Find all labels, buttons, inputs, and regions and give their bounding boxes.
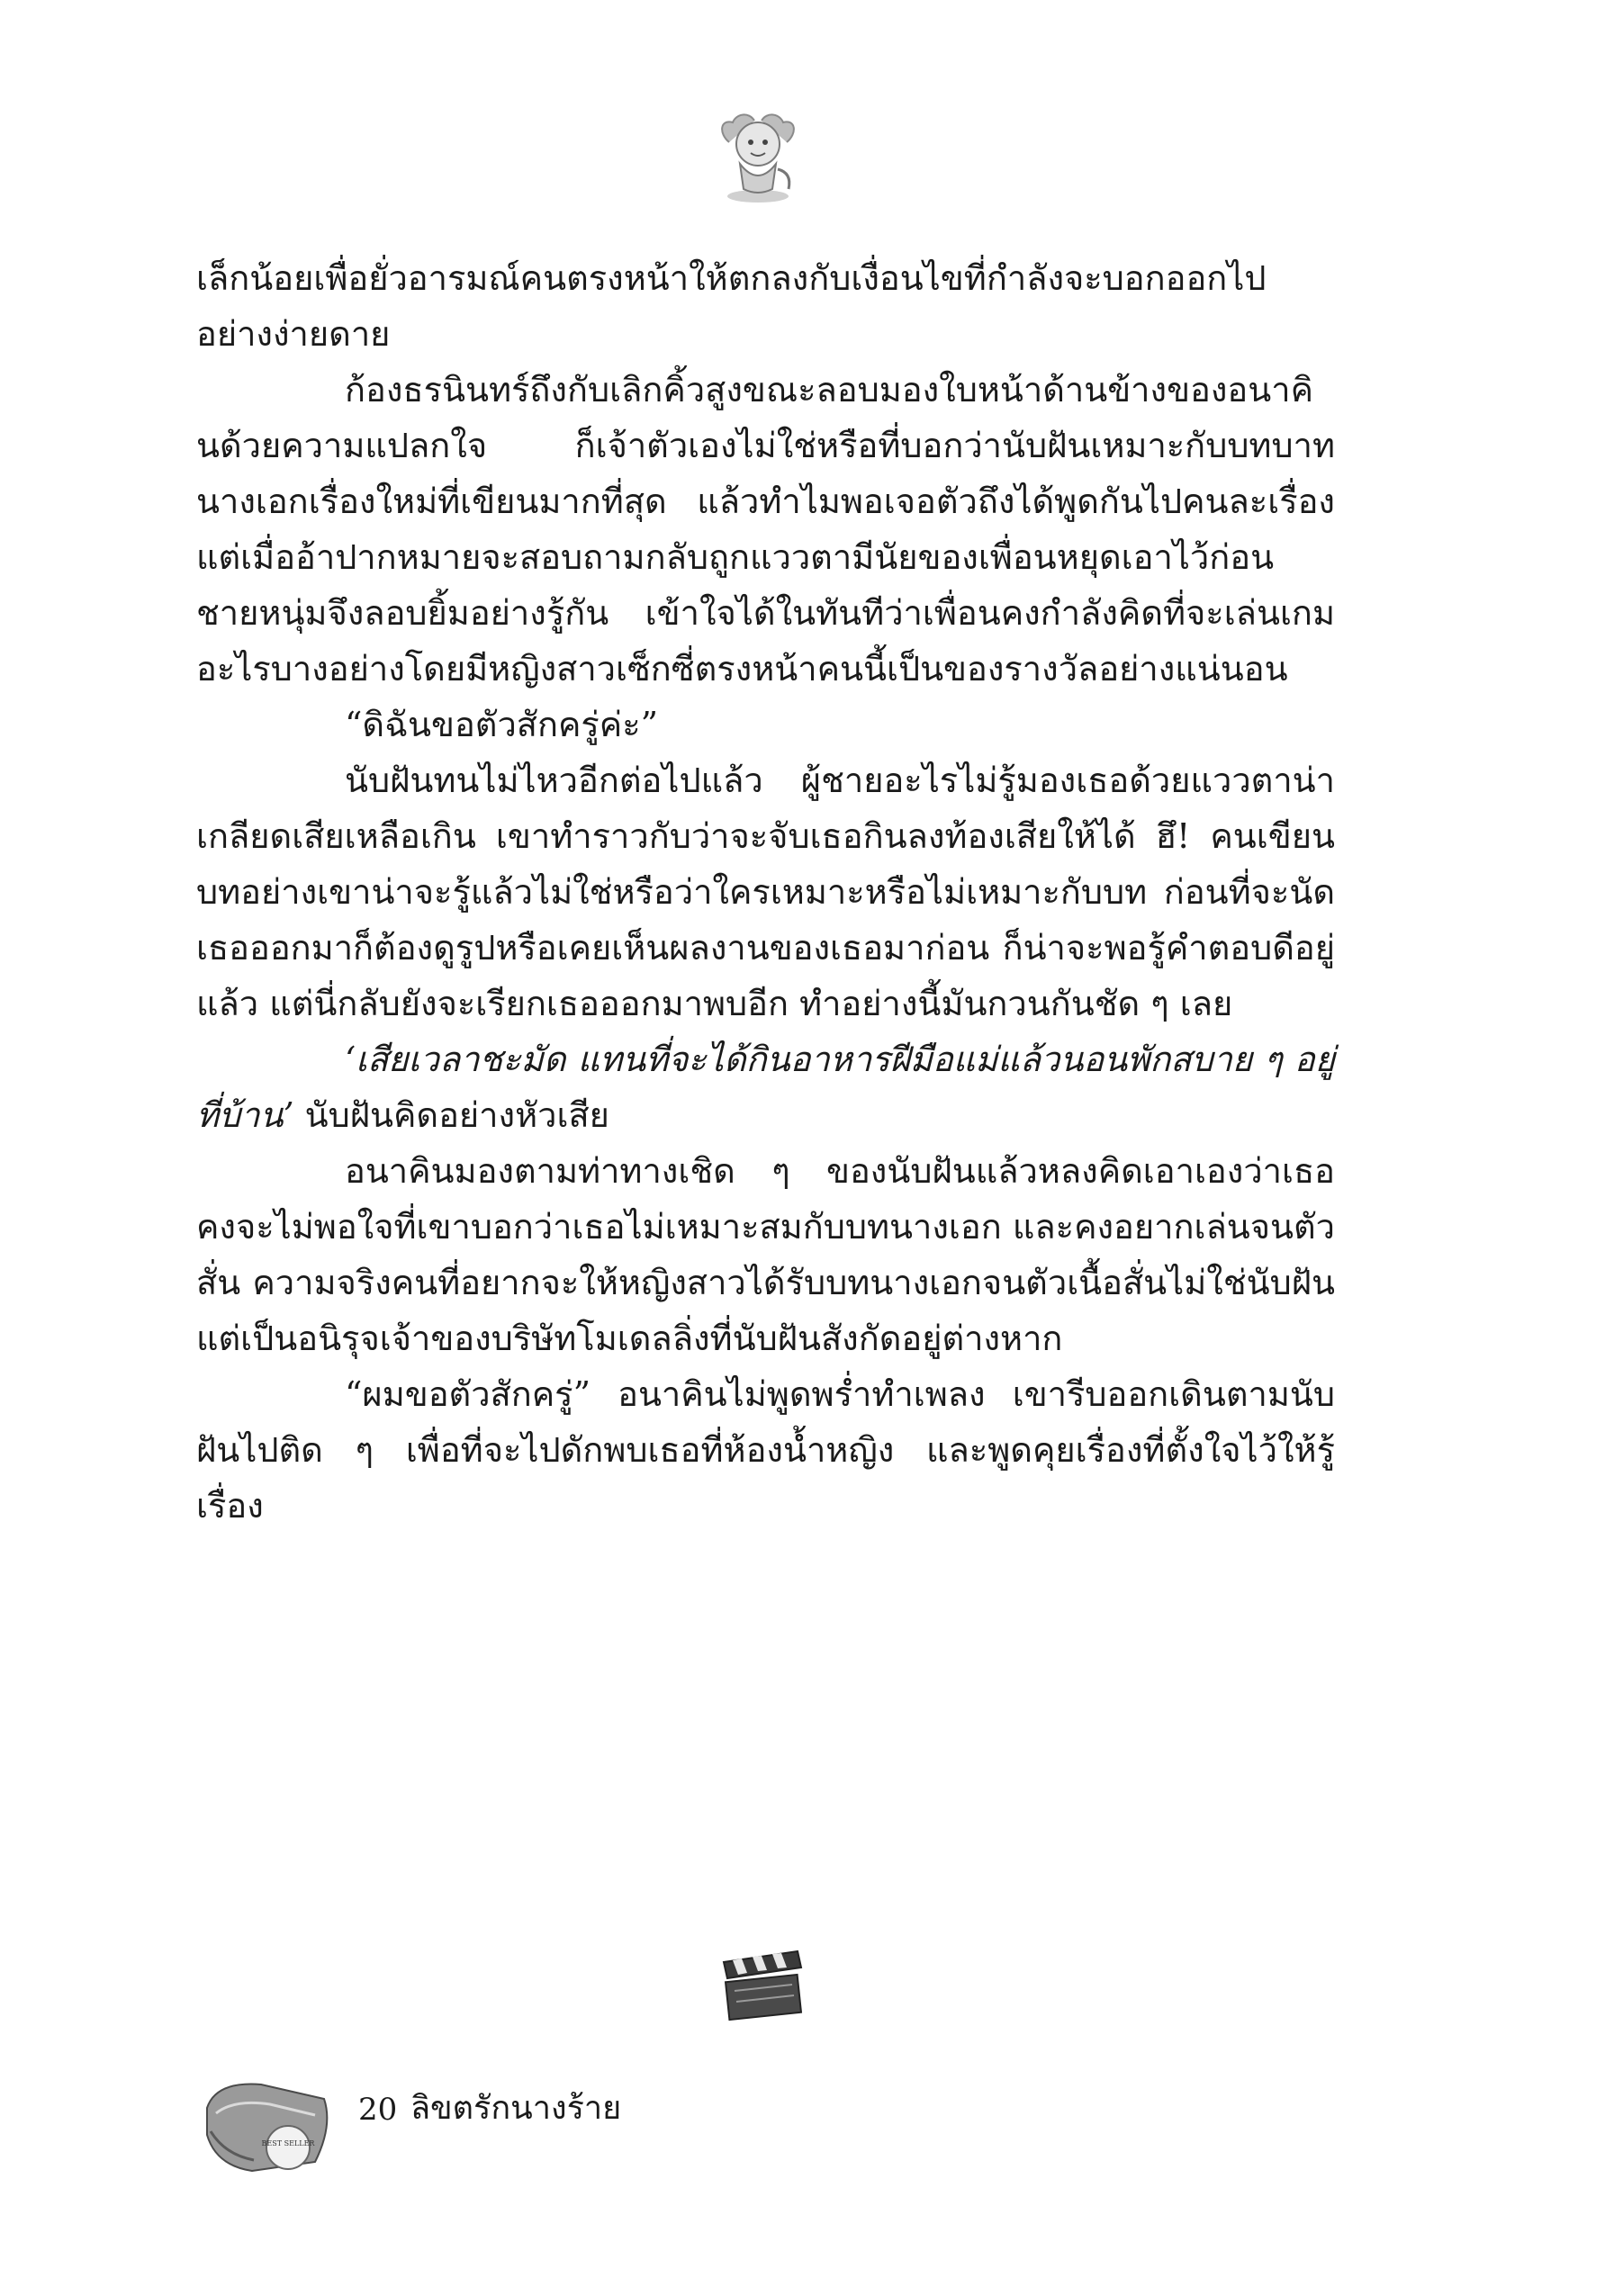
paragraph-2: ก้องธรนินทร์ถึงกับเลิกคิ้วสูงขณะลอบมองใบหน้าด้านข้างของอนาคินด้วยความแปลกใจ ก็เจ้าตัวเองไม่ใช่หรือที่บอกว่านับฝันเหมาะกับบทบาทนางเอกเรื่องใหม่ที่เขียนมากที่สุด แล้วทำไมพอเจอตัวถึงได้พูดกันไปคนละเรื่อง แต่เมื่ออ้าปากหมายจะสอบถามกลับถูกแววตามีนัยของเพื่อนหยุดเอาไว้ก่อน ชายหนุ่มจึงลอบยิ้มอย่างรู้กัน เข้าใจได้ในทันทีว่าเพื่อนคงกำลังคิดที่จะเล่นเกมอะไรบางอย่างโดยมีหญิงสาวเซ็กซี่ตรงหน้าคนนี้เป็นของรางวัลอย่างแน่นอน	[196, 370, 1335, 689]
body-text	[196, 250, 1335, 1534]
paragraph-5	[196, 1031, 1335, 1143]
paragraph-7: “ผมขอตัวสักครู่” อนาคินไม่พูดพร่ำทำเพลง เขารีบออกเดินตามนับฝันไปติด ๆ เพื่อที่จะไปดักพบเธอที่ห้องน้ำหญิง และพูดคุยเรื่องที่ตั้งใจไว้ให้รู้เรื่อง	[196, 1374, 1335, 1526]
paragraph-4: นับฝันทนไม่ไหวอีกต่อไปแล้ว ผู้ชายอะไรไม่รู้มองเธอด้วยแววตาน่าเกลียดเสียเหลือเกิน เขาทำราวกับว่าจะจับเธอกินลงท้องเสียให้ได้ ฮึ! คนเขียนบทอย่างเขาน่าจะรู้แล้วไม่ใช่หรือว่าใครเหมาะหรือไม่เหมาะกับบท ก่อนที่จะนัดเธอออกมาก็ต้องดูรูปหรือเคยเห็นผลงานของเธอมาก่อน ก็น่าจะพอรู้คำตอบดีอยู่แล้ว แต่นี่กลับยังจะเรียกเธอออกมาพบอีก ทำอย่างนี้มันกวนกันชัด ๆ เลย	[196, 761, 1335, 1023]
paragraph-6: อนาคินมองตามท่าทางเชิด ๆ ของนับฝันแล้วหลงคิดเอาเองว่าเธอคงจะไม่พอใจที่เขาบอกว่าเธอไม่เหมาะสมกับบทนางเอก และคงอยากเล่นจนตัวสั่น ความจริงคนที่อยากจะให้หญิงสาวได้รับบทนางเอกจนตัวเนื้อสั่นไม่ใช่นับฝัน แต่เป็นอนิรุจเจ้าของบริษัทโมเดลลิ่งที่นับฝันสังกัดอยู่ต่างหาก	[196, 1151, 1335, 1358]
mascot-cherub-icon	[713, 106, 803, 205]
paragraph-1: เล็กน้อยเพื่อยั่วอารมณ์คนตรงหน้าให้ตกลงกับเงื่อนไขที่กำลังจะบอกออกไปอย่างง่ายดาย	[196, 258, 1267, 354]
page-footer	[198, 2072, 828, 2180]
best-seller-badge-text: BEST SELLER	[261, 2139, 315, 2147]
page-number: 20	[358, 2092, 398, 2128]
book-title: ลิขตรักนางร้าย	[410, 2090, 622, 2127]
paragraph-5-tail: นับฝันคิดอย่างหัวเสีย	[293, 1095, 609, 1135]
best-seller-book-icon	[198, 2072, 351, 2180]
clapperboard-icon	[711, 1926, 810, 2025]
inner-thought-italic: ‘เสียเวลาชะมัด แทนที่จะได้กินอาหารฝีมือแม่แล้วนอนพักสบาย ๆ อยู่ที่บ้าน’	[196, 1040, 1335, 1135]
paragraph-3-dialogue: “ดิฉันขอตัวสักครู่ค่ะ”	[345, 705, 659, 744]
